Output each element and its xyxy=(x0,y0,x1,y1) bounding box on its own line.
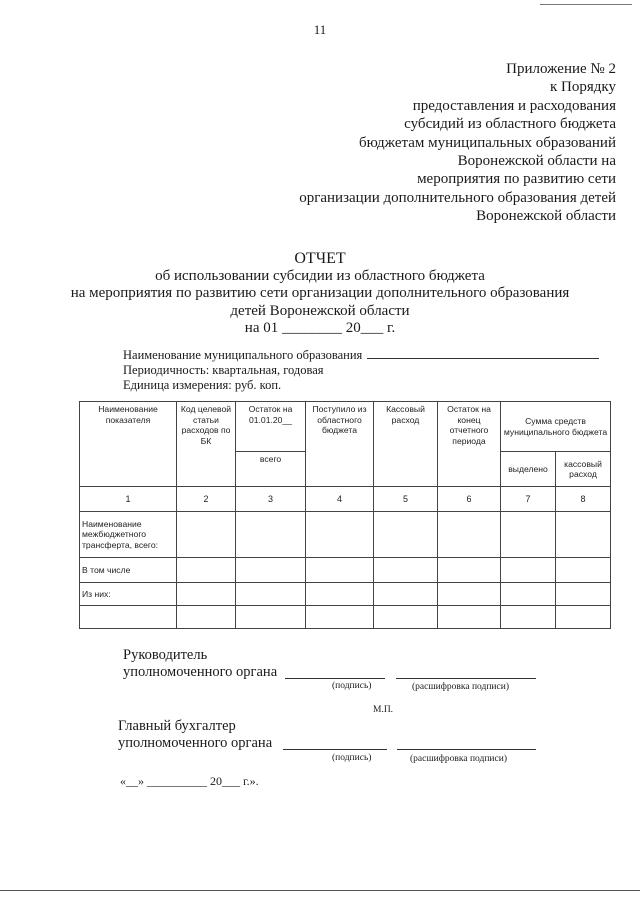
table-cell[interactable] xyxy=(236,583,306,606)
appendix-line: мероприятия по развитию сети xyxy=(417,171,616,188)
table-cell[interactable] xyxy=(556,583,611,606)
header-municipal: Сумма средств муниципального бюджета xyxy=(501,402,611,452)
table-cell[interactable] xyxy=(177,606,236,629)
page-number: 11 xyxy=(313,22,327,37)
appendix-block xyxy=(299,60,616,226)
title-line: детей Воронежской области xyxy=(230,302,410,319)
column-number: 2 xyxy=(177,487,236,512)
accountant-decode-line[interactable] xyxy=(397,749,536,750)
head-signature-block xyxy=(123,647,277,681)
header-received: Поступило из областного бюджета xyxy=(306,402,374,487)
head-decode-line[interactable] xyxy=(396,678,536,679)
header-cash-expense: кассовый расход xyxy=(556,452,611,487)
header-balance-end: Остаток на конец отчетного периода xyxy=(438,402,501,487)
table-cell[interactable] xyxy=(556,606,611,629)
column-number: 3 xyxy=(236,487,306,512)
report-meta xyxy=(123,347,599,393)
appendix-line: бюджетам муниципальных образований xyxy=(358,134,616,151)
appendix-line: предоставления и расходования xyxy=(412,97,616,114)
table-row xyxy=(80,512,611,558)
table-cell[interactable] xyxy=(501,583,556,606)
row-label: Из них: xyxy=(80,583,177,606)
table-cell[interactable] xyxy=(306,606,374,629)
head-sign-caption: (подпись) xyxy=(332,681,372,691)
header-indicator: Наименование показателя xyxy=(80,402,177,487)
unit: Единица измерения: руб. коп. xyxy=(123,378,282,392)
table-cell[interactable] xyxy=(438,558,501,583)
table-cell[interactable] xyxy=(374,512,438,558)
table-cell[interactable] xyxy=(236,512,306,558)
table-cell[interactable] xyxy=(177,583,236,606)
accountant-signature-block xyxy=(118,718,272,752)
header-balance-total: всего xyxy=(236,452,306,487)
report-table xyxy=(79,401,611,629)
title-line: ОТЧЕТ xyxy=(294,250,346,267)
table-cell[interactable] xyxy=(438,512,501,558)
table-cell[interactable] xyxy=(177,558,236,583)
column-number: 5 xyxy=(374,487,438,512)
table-cell[interactable] xyxy=(556,512,611,558)
table-cell[interactable] xyxy=(306,583,374,606)
row-label: В том числе xyxy=(80,558,177,583)
table-cell[interactable] xyxy=(236,606,306,629)
appendix-line: субсидий из областного бюджета xyxy=(404,116,616,133)
report-title xyxy=(0,250,640,338)
table-cell[interactable] xyxy=(556,558,611,583)
table-cell[interactable] xyxy=(306,512,374,558)
accountant-org: уполномоченного органа xyxy=(118,735,273,751)
appendix-line: организации дополнительного образования детей xyxy=(299,189,616,206)
header-balance: Остаток на 01.01.20__ xyxy=(236,402,306,452)
table-row xyxy=(80,558,611,583)
header-cash: Кассовый расход xyxy=(374,402,438,487)
table-cell[interactable] xyxy=(374,583,438,606)
head-decode-caption: (расшифровка подписи) xyxy=(412,682,509,692)
accountant-decode-caption: (расшифровка подписи) xyxy=(410,754,507,764)
appendix-line: Приложение № 2 xyxy=(506,61,616,77)
accountant-sign-caption: (подпись) xyxy=(332,753,372,763)
accountant-title: Главный бухгалтер xyxy=(118,718,236,734)
table-cell[interactable] xyxy=(306,558,374,583)
bottom-rule xyxy=(0,890,640,891)
scan-edge-mark xyxy=(540,4,632,5)
municipality-label: Наименование муниципального образования xyxy=(123,348,363,362)
periodicity: Периодичность: квартальная, годовая xyxy=(123,363,324,377)
header-allocated: выделено xyxy=(501,452,556,487)
head-title: Руководитель xyxy=(123,647,208,663)
column-number: 4 xyxy=(306,487,374,512)
row-label xyxy=(80,606,177,629)
stamp-label: М.П. xyxy=(373,705,394,715)
appendix-line: Воронежской области на xyxy=(457,153,616,170)
title-line: об использовании субсидии из областного бюджета xyxy=(155,267,485,284)
table-row xyxy=(80,606,611,629)
head-signature-line[interactable] xyxy=(285,678,385,679)
table-cell[interactable] xyxy=(177,512,236,558)
accountant-signature-line[interactable] xyxy=(283,749,387,750)
table-cell[interactable] xyxy=(374,606,438,629)
municipality-input-line[interactable] xyxy=(367,347,599,359)
municipality-row xyxy=(123,347,599,363)
table-cell[interactable] xyxy=(501,606,556,629)
table-cell[interactable] xyxy=(438,583,501,606)
date-line: «__» __________ 20___ г.». xyxy=(120,774,259,788)
column-number: 8 xyxy=(556,487,611,512)
column-number: 6 xyxy=(438,487,501,512)
table-cell[interactable] xyxy=(438,606,501,629)
head-org: уполномоченного органа xyxy=(123,664,278,680)
row-label: Наименование межбюджетного трансферта, всего: xyxy=(80,512,177,558)
appendix-line: к Порядку xyxy=(550,79,616,96)
column-number: 1 xyxy=(80,487,177,512)
table-cell[interactable] xyxy=(501,558,556,583)
table-cell[interactable] xyxy=(236,558,306,583)
appendix-line: Воронежской области xyxy=(476,208,616,225)
table-cell[interactable] xyxy=(501,512,556,558)
column-number: 7 xyxy=(501,487,556,512)
title-line: на 01 ________ 20___ г. xyxy=(244,320,396,336)
table-cell[interactable] xyxy=(374,558,438,583)
table-row xyxy=(80,583,611,606)
header-code: Код целевой статьи расходов по БК xyxy=(177,402,236,487)
title-line: на мероприятия по развитию сети организации дополнительного образования xyxy=(70,285,570,301)
